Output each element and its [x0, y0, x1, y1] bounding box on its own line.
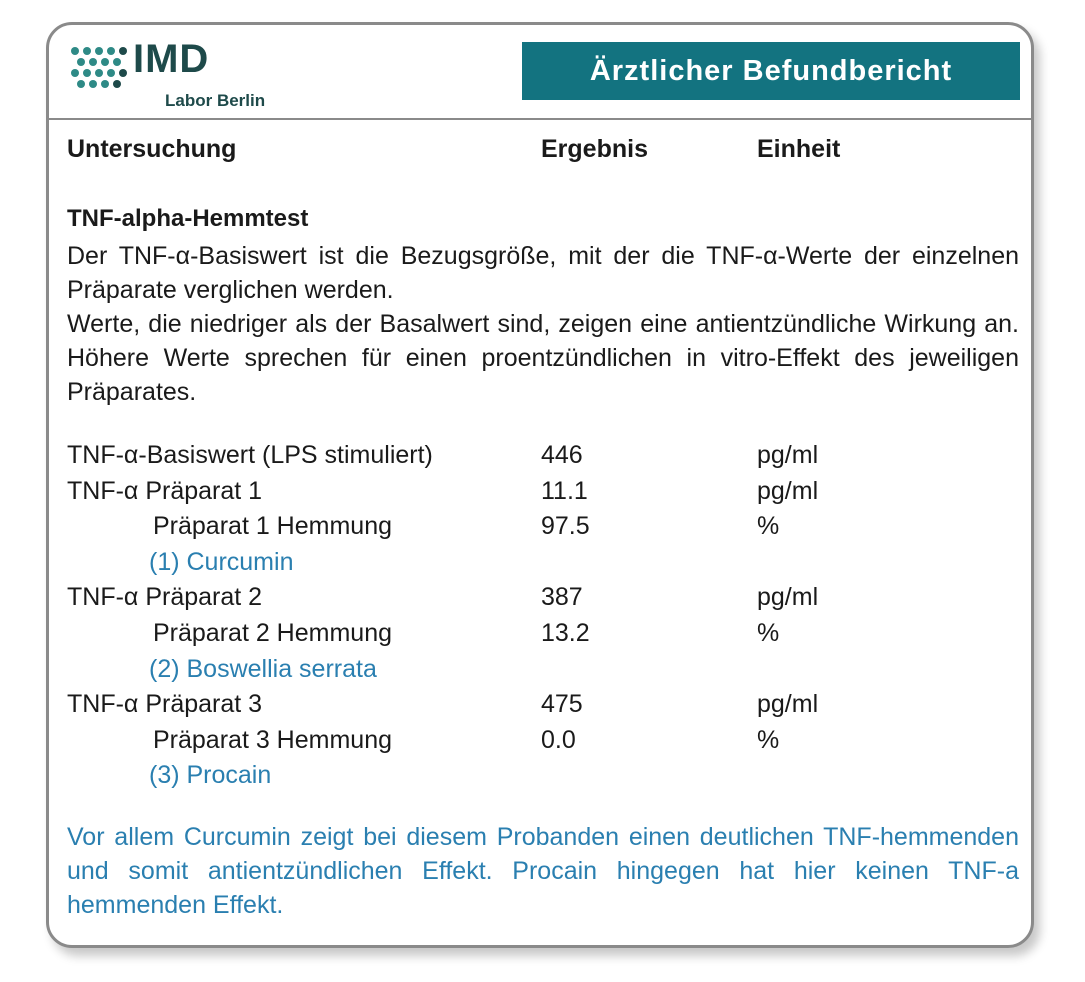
- result-row: [49, 477, 1009, 511]
- section-description-interpretation: Werte, die niedriger als der Basalwert sind, zeigen eine antientzündliche Wirkung an. Höhere Werte sprechen für einen proentzündlichen in vitro-Effekt des jeweiligen Präparates.: [67, 310, 1019, 406]
- result-name: (2) Boswellia serrata: [149, 654, 377, 683]
- section-description: Der TNF-α-Basiswert ist die Bezugsgröße, mit der die TNF-α-Werte der einzelnen Präparate verglichen werden.: [67, 242, 1019, 304]
- result-name: Präparat 3 Hemmung: [153, 725, 393, 754]
- column-header-result: Ergebnis: [541, 135, 648, 163]
- section-title: TNF-alpha-Hemmtest: [67, 205, 309, 232]
- result-row: [49, 726, 1009, 760]
- result-value: 446: [541, 441, 583, 469]
- dot-grid-logo-icon: [69, 45, 129, 95]
- result-unit: %: [757, 619, 780, 647]
- header-divider: [49, 118, 1031, 120]
- result-name: TNF-α Präparat 2: [67, 583, 263, 612]
- result-name: TNF-α Präparat 3: [67, 690, 263, 719]
- result-unit: pg/ml: [757, 583, 819, 612]
- result-value: 0.0: [541, 725, 576, 754]
- result-name: Präparat 1 Hemmung: [153, 512, 393, 541]
- result-value: 13.2: [541, 619, 590, 647]
- result-row: [49, 441, 1009, 475]
- result-row: [49, 583, 1009, 617]
- report-title-banner: Ärztlicher Befundbericht: [522, 42, 1020, 100]
- result-unit: pg/ml: [757, 476, 819, 505]
- result-row: [49, 512, 1009, 546]
- result-row: [49, 690, 1009, 724]
- result-unit: %: [757, 725, 780, 754]
- preparation-label-row: [49, 761, 1009, 795]
- result-name: TNF-α Präparat 1: [67, 476, 263, 505]
- result-value: 387: [541, 583, 583, 612]
- result-name: (1) Curcumin: [149, 547, 294, 576]
- result-name: (3) Procain: [149, 761, 272, 790]
- result-value: 475: [541, 690, 583, 719]
- result-name: Präparat 2 Hemmung: [153, 619, 393, 647]
- result-unit: pg/ml: [757, 441, 819, 469]
- column-header-unit: Einheit: [757, 135, 841, 163]
- result-name: TNF-α-Basiswert (LPS stimuliert): [67, 441, 433, 469]
- preparation-label-row: [49, 655, 1009, 689]
- imd-logo: [69, 37, 299, 113]
- result-value: 11.1: [541, 476, 588, 505]
- result-row: [49, 619, 1009, 653]
- report-card: [46, 22, 1034, 948]
- result-unit: %: [757, 512, 780, 541]
- logo-name: IMD: [133, 37, 210, 81]
- preparation-label-row: [49, 548, 1009, 582]
- conclusion-text: Vor allem Curcumin zeigt bei diesem Probanden einen deutlichen TNF-hemmenden und somit antientzündlichen Effekt. Procain hingegen hat hier keinen TNF-a hemmenden Effekt.: [67, 823, 1019, 919]
- column-header-test: Untersuchung: [67, 135, 237, 163]
- logo-subtitle: Labor Berlin: [165, 91, 266, 110]
- result-value: 97.5: [541, 512, 590, 541]
- result-unit: pg/ml: [757, 690, 819, 719]
